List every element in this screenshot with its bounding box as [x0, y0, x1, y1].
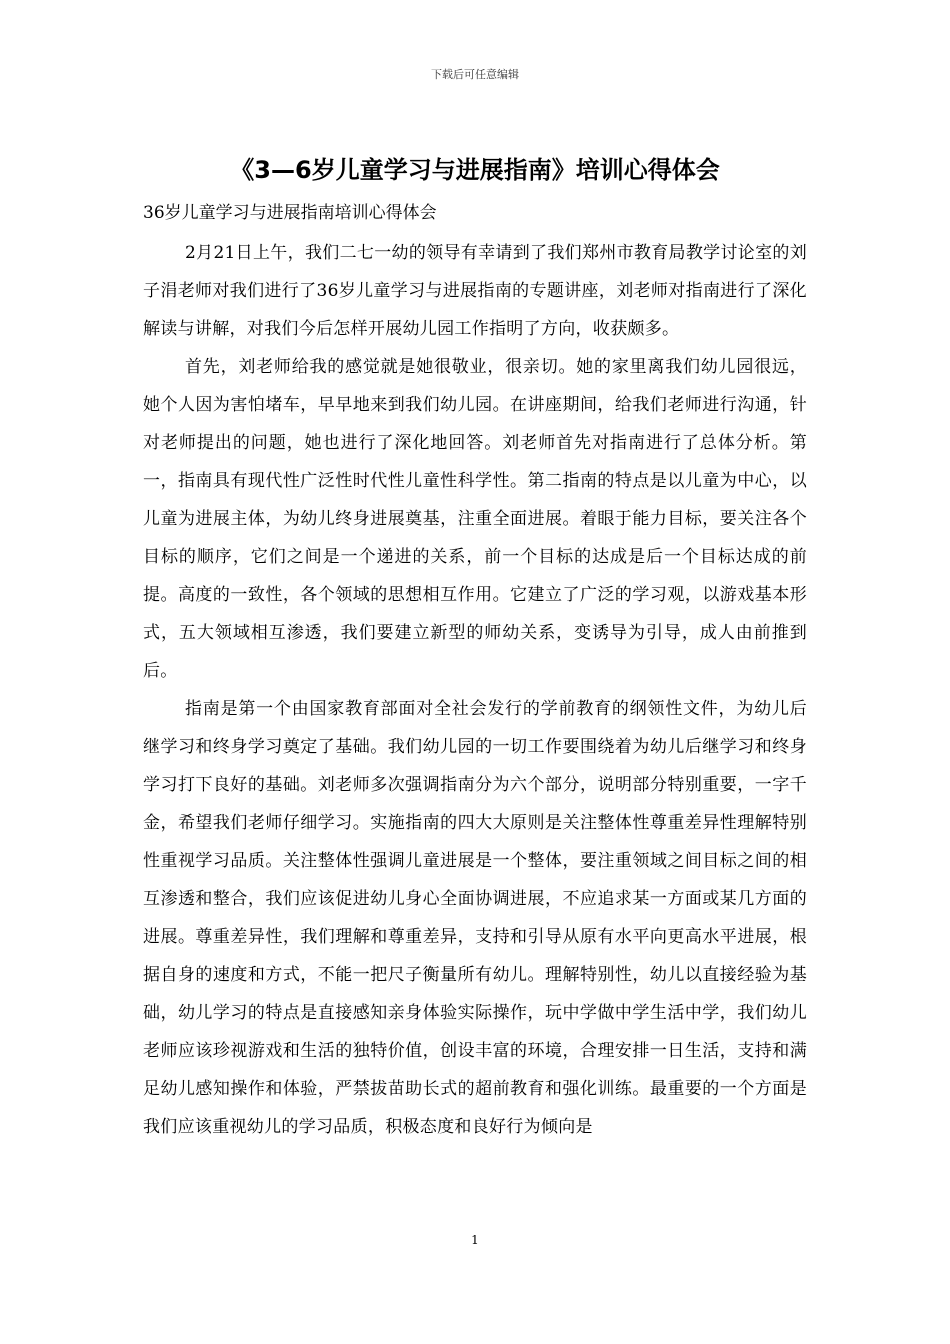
paragraph-guide-principles: 指南是第一个由国家教育部面对全社会发行的学前教育的纲领性文件，为幼儿后继学习和终身学习奠定了基础。我们幼儿园的一切工作要围绕着为幼儿后继学习和终身学习打下良好的基础。刘老师多次强调指南分为六个部分，说明部分特别重要，一字千金，希望我们老师仔细学习。实施指南的四大大原则是关注整体性尊重差异性理解特别性重视学习品质。关注整体性强调儿童进展是一个整体，要注重领域之间目标之间的相互渗透和整合，我们应该促进幼儿身心全面协调进展，不应追求某一方面或某几方面的进展。尊重差异性，我们理解和尊重差异，支持和引导从原有水平向更高水平进展，根据自身的速度和方式，不能一把尺子衡量所有幼儿。理解特别性，幼儿以直接经验为基础，幼儿学习的特点是直接感知亲身体验实际操作，玩中学做中学生活中学，我们幼儿老师应该珍视游戏和生活的独特价值，创设丰富的环境，合理安排一日生活，支持和满足幼儿感知操作和体验，严禁拔苗助长式的超前教育和强化训练。最重要的一个方面是我们应该重视幼儿的学习品质，积极态度和良好行为倾向是	[143, 699, 807, 1137]
document-title: 《3—6岁儿童学习与进展指南》培训心得体会	[230, 156, 720, 184]
page-header-note: 下载后可任意编辑	[431, 68, 519, 81]
document-subtitle: 36岁儿童学习与进展指南培训心得体会	[143, 203, 437, 223]
paragraph-first-impression: 首先，刘老师给我的感觉就是她很敬业，很亲切。她的家里离我们幼儿园很远，她个人因为害怕堵车，早早地来到我们幼儿园。在讲座期间，给我们老师进行沟通，针对老师提出的问题，她也进行了深化地回答。刘老师首先对指南进行了总体分析。第一，指南具有现代性广泛性时代性儿童性科学性。第二指南的特点是以儿童为中心，以儿童为进展主体，为幼儿终身进展奠基，注重全面进展。着眼于能力目标，要关注各个目标的顺序，它们之间是一个递进的关系，前一个目标的达成是后一个目标达成的前提。高度的一致性，各个领域的思想相互作用。它建立了广泛的学习观，以游戏基本形式，五大领域相互渗透，我们要建立新型的师幼关系，变诱导为引导，成人由前推到后。	[143, 357, 807, 681]
page-number: 1	[471, 1233, 479, 1247]
document-body	[143, 196, 807, 1146]
paragraph-intro: 2月21日上午，我们二七一幼的领导有幸请到了我们郑州市教育局教学讨论室的刘子涓老师对我们进行了36岁儿童学习与进展指南的专题讲座，刘老师对指南进行了深化解读与讲解，对我们今后怎样开展幼儿园工作指明了方向，收获颇多。	[143, 243, 807, 339]
